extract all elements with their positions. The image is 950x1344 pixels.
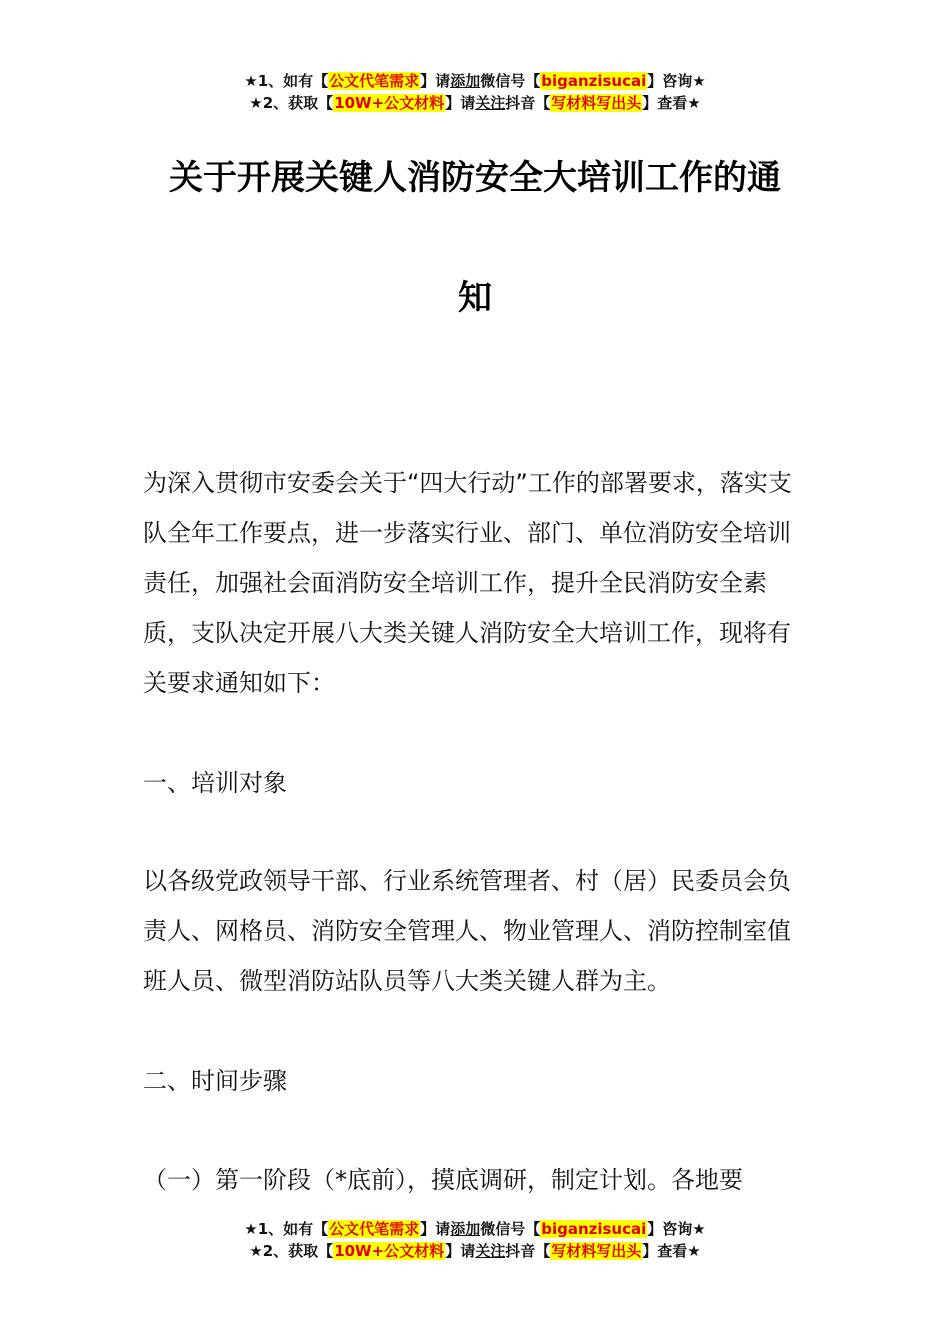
- banner-text: 微信号【: [480, 1220, 541, 1238]
- targets-paragraph: 以各级党政领导干部、行业系统管理者、村（居）民委员会负责人、网格员、消防安全管理人、物业管理人、消防控制室值班人员、微型消防站队员等八大类关键人群为主。: [143, 867, 791, 995]
- banner-text: 】查看★: [642, 94, 701, 112]
- banner-underline: 关注: [475, 1242, 506, 1260]
- banner-underline: 添加: [450, 72, 481, 90]
- banner-highlight: 10W+公文材料: [334, 94, 445, 112]
- section-heading-schedule: 二、时间步骤: [143, 1067, 287, 1095]
- banner-highlight: 10W+公文材料: [334, 1242, 445, 1260]
- banner-text: 】咨询★: [647, 1220, 706, 1238]
- banner-text: 抖音【: [505, 1242, 551, 1260]
- banner-text: 】请: [420, 1220, 451, 1238]
- document-title-line-1: 关于开展关键人消防安全大培训工作的通: [169, 158, 781, 198]
- banner-text: 】请: [420, 72, 451, 90]
- banner-underline: 添加: [450, 1220, 481, 1238]
- footer-banner: [0, 1218, 950, 1262]
- banner-highlight: 公文代笔需求: [329, 72, 420, 90]
- banner-text: ★2、获取【: [249, 1242, 334, 1260]
- intro-paragraph: 为深入贯彻市安委会关于“四大行动”工作的部署要求，落实支队全年工作要点，进一步落实行业、部门、单位消防安全培训责任，加强社会面消防安全培训工作，提升全民消防安全素质，支队决定开展八大类关键人消防安全大培训工作，现将有关要求通知如下：: [143, 469, 792, 697]
- banner-text: ★2、获取【: [249, 94, 334, 112]
- banner-text: 】咨询★: [647, 72, 706, 90]
- banner-text: 】请: [445, 1242, 476, 1260]
- banner-underline: 关注: [475, 94, 506, 112]
- banner-text: 】请: [445, 94, 476, 112]
- banner-highlight: 写材料写出头: [551, 1242, 642, 1260]
- document-title-line-2: 知: [458, 278, 492, 318]
- banner-highlight: biganzisucai: [541, 1220, 647, 1238]
- banner-text: ★1、如有【: [244, 1220, 329, 1238]
- banner-text: 】查看★: [642, 1242, 701, 1260]
- section-heading-targets: 一、培训对象: [143, 769, 287, 797]
- banner-line-1: [0, 70, 950, 92]
- header-banner: [0, 70, 950, 114]
- banner-highlight: biganzisucai: [541, 72, 647, 90]
- banner-line-1: [0, 1218, 950, 1240]
- banner-line-2: [0, 1240, 950, 1262]
- banner-highlight: 公文代笔需求: [329, 1220, 420, 1238]
- banner-highlight: 写材料写出头: [551, 94, 642, 112]
- banner-line-2: [0, 92, 950, 114]
- step1-paragraph: （一）第一阶段（*底前），摸底调研，制定计划。各地要: [143, 1166, 743, 1194]
- banner-text: ★1、如有【: [244, 72, 329, 90]
- banner-text: 微信号【: [480, 72, 541, 90]
- banner-text: 抖音【: [505, 94, 551, 112]
